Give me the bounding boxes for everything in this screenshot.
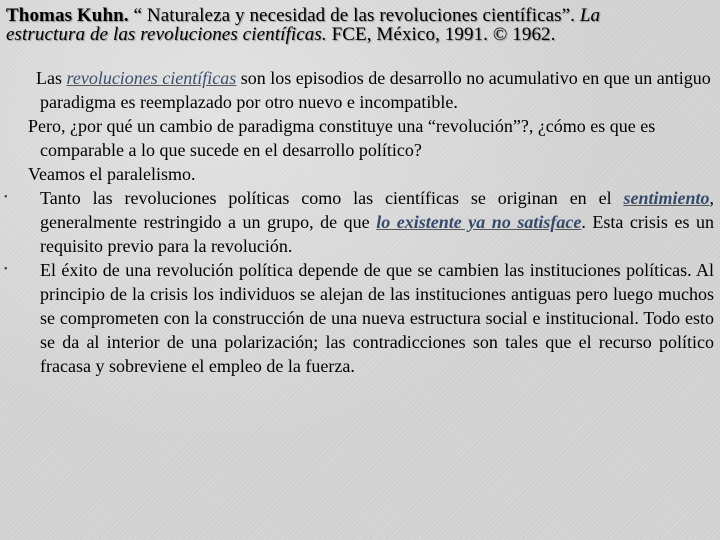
small-square-bullet-icon: •: [4, 264, 8, 275]
emphasis-lo-existente: lo existente ya no satisface: [376, 212, 582, 232]
bullet-text: Tanto las revoluciones políticas como las científicas se originan en el: [40, 188, 624, 208]
paragraph-parallel: Veamos el paralelismo.: [28, 164, 196, 184]
title-line-2: [6, 25, 714, 44]
title-author: Thomas Kuhn.: [6, 5, 129, 26]
paragraph-text: son los episodios de desarrollo no acumulativo en que un antiguo paradigma es reemplazado por otro nuevo e incompatible.: [40, 68, 711, 112]
slide-title: [6, 6, 714, 44]
title-work: “ Naturaleza y necesidad de las revoluciones científicas”.: [128, 5, 580, 26]
slide-body: [4, 66, 715, 378]
paragraph-text: Las: [36, 68, 67, 88]
bullet-text: El éxito de una revolución política depende de que se cambien las instituciones políticas. Al principio de la crisis los individuos se alejan de las instituciones antiguas pero luego muchos se comprometen con la construcción de una nueva estructura social e institucional. Todo esto se da al interior de una polarización; las contradicciones son tales que el recurso político fracasa y sobreviene el empleo de la fuerza.: [40, 260, 714, 376]
title-book-start: La: [579, 5, 601, 26]
title-book-end: estructura de las revoluciones científicas.: [6, 24, 327, 45]
bullet-item-crisis: [4, 186, 715, 258]
title-citation: FCE, México, 1991. © 1962.: [326, 24, 556, 45]
emphasis-revoluciones-cientificas: revoluciones científicas: [66, 68, 237, 88]
bullet-text: . Esta crisis es un requisito previo para la revolución.: [40, 212, 715, 256]
bullet-item-exito: [4, 258, 714, 378]
bullet-text: , generalmente restringido a un grupo, de que: [40, 188, 714, 232]
emphasis-sentimiento: sentimiento: [623, 188, 710, 208]
paragraph-question: Pero, ¿por qué un cambio de paradigma constituye una “revolución”?, ¿cómo es que es comparable a lo que sucede en el desarrollo político?: [28, 116, 656, 160]
small-square-bullet-icon: •: [4, 192, 8, 203]
title-line-1: [6, 6, 714, 25]
paragraph-definition: [24, 66, 714, 114]
